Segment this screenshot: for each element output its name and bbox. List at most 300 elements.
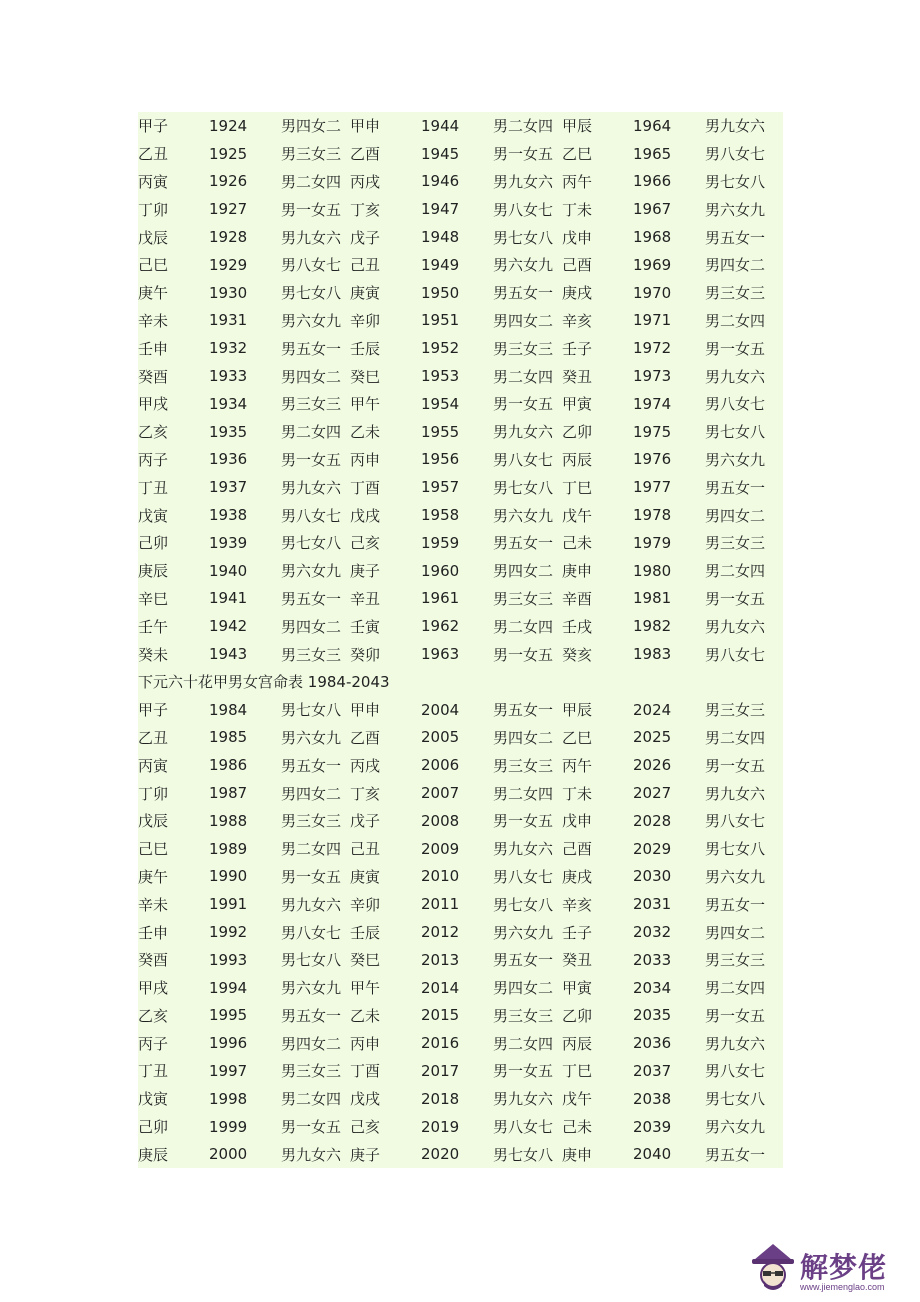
- table-cell: 男一女五: [705, 756, 766, 775]
- table-cell: 男七女八: [281, 284, 342, 303]
- table-cell: 1979: [633, 533, 672, 552]
- table-cell: 壬午: [138, 617, 169, 636]
- table-cell: 男八女七: [281, 256, 342, 275]
- table-cell: 辛亥: [562, 895, 593, 914]
- table-cell: 男六女九: [705, 450, 766, 469]
- table-cell: 1990: [209, 867, 248, 886]
- table-cell: 男一女五: [281, 450, 342, 469]
- table-cell: 1998: [209, 1089, 248, 1108]
- table-cell: 2019: [421, 1117, 460, 1136]
- table-row: [138, 779, 783, 807]
- table-cell: 甲申: [350, 701, 381, 720]
- table-row: [138, 1113, 783, 1141]
- table-cell: 男二女四: [281, 172, 342, 191]
- table-cell: 男四女二: [705, 923, 766, 942]
- table-cell: 乙亥: [138, 423, 169, 442]
- table-cell: 己酉: [562, 840, 593, 859]
- table-cell: 甲戌: [138, 979, 169, 998]
- table-cell: 男一女五: [705, 589, 766, 608]
- table-cell: 2014: [421, 978, 460, 997]
- table-cell: 1938: [209, 506, 248, 525]
- table-cell: 戊申: [562, 812, 593, 831]
- table-cell: 丙申: [350, 1034, 381, 1053]
- table-row: [138, 334, 783, 362]
- table-cell: 辛巳: [138, 589, 169, 608]
- table-cell: 丙寅: [138, 172, 169, 191]
- table-cell: 癸巳: [350, 951, 381, 970]
- table-row: [138, 751, 783, 779]
- table-cell: 2020: [421, 1145, 460, 1164]
- table-cell: 戊寅: [138, 506, 169, 525]
- table-cell: 男六女九: [493, 256, 554, 275]
- table-cell: 乙丑: [138, 145, 169, 164]
- table-cell: 1931: [209, 311, 248, 330]
- table-cell: 癸酉: [138, 951, 169, 970]
- table-cell: 1928: [209, 228, 248, 247]
- table-cell: 壬申: [138, 923, 169, 942]
- table-cell: 2007: [421, 784, 460, 803]
- table-cell: 丁巳: [562, 478, 593, 497]
- table-cell: 男八女七: [493, 200, 554, 219]
- table-cell: 2017: [421, 1061, 460, 1080]
- table-cell: 辛卯: [350, 895, 381, 914]
- table-row: [138, 890, 783, 918]
- table-cell: 1965: [633, 144, 672, 163]
- table-cell: 2018: [421, 1089, 460, 1108]
- table-cell: 2025: [633, 728, 672, 747]
- table-row: [138, 807, 783, 835]
- table-cell: 辛未: [138, 895, 169, 914]
- table-cell: 丁亥: [350, 200, 381, 219]
- table-cell: 庚子: [350, 562, 381, 581]
- table-cell: 己卯: [138, 1118, 169, 1137]
- table-cell: 戊辰: [138, 228, 169, 247]
- table-cell: 男七女八: [281, 951, 342, 970]
- table-cell: 男一女五: [281, 200, 342, 219]
- table-cell: 男七女八: [705, 172, 766, 191]
- table-cell: 男九女六: [493, 1090, 554, 1109]
- table-cell: 1999: [209, 1117, 248, 1136]
- table-cell: 男五女一: [705, 228, 766, 247]
- table-cell: 男四女二: [281, 367, 342, 386]
- table-cell: 男七女八: [281, 534, 342, 553]
- table-cell: 乙酉: [350, 145, 381, 164]
- table-cell: 己巳: [138, 840, 169, 859]
- table-cell: 1964: [633, 116, 672, 135]
- table-cell: 男三女三: [281, 395, 342, 414]
- table-cell: 男二女四: [493, 617, 554, 636]
- table-cell: 2026: [633, 756, 672, 775]
- table-cell: 男六女九: [493, 506, 554, 525]
- table-cell: 2038: [633, 1089, 672, 1108]
- table-cell: 1992: [209, 923, 248, 941]
- table-cell: 2030: [633, 867, 672, 886]
- table-cell: 1954: [421, 394, 460, 413]
- table-row: [138, 168, 783, 196]
- table-cell: 甲午: [350, 979, 381, 998]
- table-cell: 男九女六: [493, 423, 554, 442]
- table-cell: 1936: [209, 450, 248, 469]
- site-watermark: [750, 1242, 900, 1298]
- table-cell: 2039: [633, 1117, 672, 1136]
- table-cell: 2035: [633, 1006, 672, 1025]
- table-cell: 丁未: [562, 200, 593, 219]
- table-cell: 1959: [421, 533, 460, 552]
- table-cell: 男四女二: [281, 1034, 342, 1053]
- table-cell: 男六女九: [493, 923, 554, 942]
- table-cell: 庚申: [562, 562, 593, 581]
- table-cell: 乙亥: [138, 1006, 169, 1025]
- table-cell: 1950: [421, 283, 460, 302]
- table-cell: 戊午: [562, 1090, 593, 1109]
- table-cell: 男六女九: [705, 1118, 766, 1137]
- table-cell: 男七女八: [493, 478, 554, 497]
- table-cell: 甲午: [350, 395, 381, 414]
- table-cell: 男八女七: [705, 145, 766, 164]
- table-cell: 男二女四: [281, 1090, 342, 1109]
- table-cell: 丁丑: [138, 478, 169, 497]
- table-cell: 辛丑: [350, 589, 381, 608]
- table-row: [138, 1002, 783, 1030]
- table-cell: 1996: [209, 1034, 248, 1053]
- table-cell: 壬申: [138, 339, 169, 358]
- table-row: [138, 390, 783, 418]
- table-cell: 男一女五: [493, 1062, 554, 1081]
- table-cell: 男八女七: [705, 1062, 766, 1081]
- table-cell: 2008: [421, 811, 460, 830]
- table-cell: 男七女八: [493, 228, 554, 247]
- table-cell: 1941: [209, 589, 248, 608]
- table-cell: 丁酉: [350, 1062, 381, 1081]
- table-cell: 1943: [209, 645, 248, 664]
- table-cell: 辛卯: [350, 311, 381, 330]
- table-cell: 庚寅: [350, 867, 381, 886]
- table-cell: 戊辰: [138, 812, 169, 831]
- table-cell: 1966: [633, 172, 672, 191]
- table-cell: 1973: [633, 367, 672, 386]
- table-cell: 男二女四: [705, 979, 766, 998]
- table-cell: 男三女三: [705, 534, 766, 553]
- table-cell: 丙辰: [562, 450, 593, 469]
- table-cell: 己卯: [138, 534, 169, 553]
- table-cell: 1993: [209, 950, 248, 969]
- table-cell: 男四女二: [705, 256, 766, 275]
- table-cell: 丙午: [562, 172, 593, 191]
- table-cell: 男六女九: [281, 728, 342, 747]
- table-row: [138, 724, 783, 752]
- table-cell: 甲寅: [562, 979, 593, 998]
- table-cell: 男二女四: [493, 367, 554, 386]
- table-cell: 戊戌: [350, 506, 381, 525]
- table-cell: 男五女一: [493, 701, 554, 720]
- table-cell: 男九女六: [705, 784, 766, 803]
- table-cell: 1958: [421, 506, 460, 525]
- table-section-2: [138, 696, 783, 1169]
- table-cell: 男二女四: [493, 117, 554, 136]
- table-cell: 男九女六: [281, 228, 342, 247]
- watermark-name: 解梦佬: [800, 1251, 888, 1284]
- table-cell: 男八女七: [281, 506, 342, 525]
- table-cell: 男五女一: [281, 756, 342, 775]
- table-cell: 2036: [633, 1034, 672, 1053]
- table-cell: 癸丑: [562, 951, 593, 970]
- table-cell: 1981: [633, 589, 672, 608]
- table-cell: 男三女三: [493, 1006, 554, 1025]
- table-cell: 男九女六: [281, 1145, 342, 1164]
- table-cell: 男六女九: [281, 311, 342, 330]
- table-cell: 男五女一: [281, 589, 342, 608]
- table-cell: 1989: [209, 839, 248, 858]
- table-cell: 1947: [421, 200, 460, 219]
- table-cell: 男一女五: [493, 812, 554, 831]
- table-cell: 1927: [209, 200, 248, 219]
- table-cell: 甲子: [138, 701, 169, 720]
- table-cell: 丙寅: [138, 756, 169, 775]
- table-row: [138, 446, 783, 474]
- table-cell: 1967: [633, 200, 672, 219]
- table-cell: 2009: [421, 839, 460, 858]
- table-row: [138, 557, 783, 585]
- table-cell: 男一女五: [493, 145, 554, 164]
- table-cell: 1994: [209, 978, 248, 997]
- table-row: [138, 501, 783, 529]
- table-cell: 2005: [421, 728, 460, 747]
- table-cell: 男三女三: [705, 951, 766, 970]
- table-cell: 1983: [633, 645, 672, 664]
- table-cell: 乙卯: [562, 1006, 593, 1025]
- table-cell: 男三女三: [281, 812, 342, 831]
- table-cell: 辛酉: [562, 589, 593, 608]
- table-cell: 1960: [421, 561, 460, 580]
- table-cell: 男三女三: [493, 756, 554, 775]
- fortune-teller-hat-icon: [750, 1242, 796, 1294]
- table-cell: 甲子: [138, 117, 169, 136]
- table-cell: 1982: [633, 617, 672, 636]
- table-cell: 己酉: [562, 256, 593, 275]
- table-cell: 丙申: [350, 450, 381, 469]
- table-cell: 1933: [209, 367, 248, 386]
- table-cell: 1932: [209, 339, 248, 358]
- table-cell: 男七女八: [493, 1145, 554, 1164]
- table-cell: 1986: [209, 756, 248, 775]
- table-cell: 男三女三: [493, 589, 554, 608]
- table-cell: 男六女九: [281, 562, 342, 581]
- section-heading: 下元六十花甲男女宫命表 1984-2043: [138, 673, 390, 692]
- table-cell: 男八女七: [493, 450, 554, 469]
- table-cell: 男二女四: [281, 423, 342, 442]
- table-cell: 1929: [209, 255, 248, 274]
- table-cell: 男九女六: [281, 895, 342, 914]
- table-cell: 男一女五: [493, 645, 554, 664]
- table-cell: 1976: [633, 450, 672, 469]
- table-cell: 2031: [633, 895, 672, 914]
- table-cell: 男二女四: [705, 562, 766, 581]
- table-row: [138, 946, 783, 974]
- table-cell: 丙辰: [562, 1034, 593, 1053]
- table-cell: 1980: [633, 561, 672, 580]
- table-cell: 1946: [421, 172, 460, 191]
- table-cell: 丁未: [562, 784, 593, 803]
- table-cell: 戊子: [350, 812, 381, 831]
- table-cell: 1971: [633, 311, 672, 330]
- table-cell: 男七女八: [705, 1090, 766, 1109]
- table-cell: 2012: [421, 923, 460, 941]
- table-cell: 1970: [633, 283, 672, 302]
- table-cell: 男四女二: [493, 562, 554, 581]
- table-cell: 癸亥: [562, 645, 593, 664]
- table-cell: 男四女二: [281, 617, 342, 636]
- table-cell: 1991: [209, 895, 248, 914]
- table-row: [138, 473, 783, 501]
- table-cell: 庚辰: [138, 562, 169, 581]
- table-cell: 男二女四: [281, 840, 342, 859]
- table-cell: 男四女二: [493, 728, 554, 747]
- table-cell: 2004: [421, 700, 460, 719]
- table-cell: 壬子: [562, 339, 593, 358]
- table-cell: 男一女五: [281, 1118, 342, 1137]
- table-cell: 男六女九: [705, 200, 766, 219]
- table-row: [138, 612, 783, 640]
- table-cell: 男七女八: [281, 701, 342, 720]
- table-cell: 男一女五: [705, 1006, 766, 1025]
- table-cell: 甲申: [350, 117, 381, 136]
- table-row: [138, 1029, 783, 1057]
- table-cell: 1935: [209, 422, 248, 441]
- table-cell: 丁酉: [350, 478, 381, 497]
- table-cell: 癸丑: [562, 367, 593, 386]
- table-row: [138, 696, 783, 724]
- table-cell: 男三女三: [705, 701, 766, 720]
- table-cell: 男六女九: [705, 867, 766, 886]
- table-cell: 男九女六: [705, 617, 766, 636]
- table-cell: 男三女三: [281, 145, 342, 164]
- table-cell: 丁巳: [562, 1062, 593, 1081]
- table-cell: 男七女八: [705, 423, 766, 442]
- table-cell: 2015: [421, 1006, 460, 1025]
- table-cell: 男五女一: [493, 284, 554, 303]
- table-cell: 1974: [633, 394, 672, 413]
- table-cell: 男四女二: [281, 784, 342, 803]
- table-cell: 戊子: [350, 228, 381, 247]
- table-cell: 1934: [209, 394, 248, 413]
- table-cell: 甲辰: [562, 701, 593, 720]
- table-cell: 庚辰: [138, 1145, 169, 1164]
- table-cell: 2011: [421, 895, 460, 914]
- table-cell: 男四女二: [281, 117, 342, 136]
- table-cell: 丙戌: [350, 172, 381, 191]
- table-cell: 男四女二: [493, 979, 554, 998]
- table-cell: 癸未: [138, 645, 169, 664]
- table-cell: 壬辰: [350, 923, 381, 942]
- table-cell: 男五女一: [705, 1145, 766, 1164]
- table-cell: 1940: [209, 561, 248, 580]
- table-cell: 庚午: [138, 284, 169, 303]
- fortune-table: [138, 112, 783, 1168]
- table-cell: 男九女六: [493, 840, 554, 859]
- table-cell: 男七女八: [705, 840, 766, 859]
- table-cell: 男二女四: [493, 784, 554, 803]
- table-cell: 己未: [562, 1118, 593, 1137]
- table-cell: 庚申: [562, 1145, 593, 1164]
- table-cell: 壬戌: [562, 617, 593, 636]
- table-cell: 男九女六: [705, 1034, 766, 1053]
- table-cell: 甲辰: [562, 117, 593, 136]
- table-cell: 乙卯: [562, 423, 593, 442]
- table-cell: 男八女七: [705, 645, 766, 664]
- table-cell: 2024: [633, 700, 672, 719]
- table-cell: 2027: [633, 784, 672, 803]
- table-cell: 1962: [421, 617, 460, 636]
- table-cell: 男二女四: [493, 1034, 554, 1053]
- table-cell: 癸卯: [350, 645, 381, 664]
- table-cell: 1985: [209, 728, 248, 747]
- table-cell: 甲寅: [562, 395, 593, 414]
- table-cell: 1977: [633, 478, 672, 497]
- section-heading-row: [138, 668, 783, 696]
- table-cell: 2010: [421, 867, 460, 886]
- table-row: [138, 835, 783, 863]
- table-cell: 男三女三: [705, 284, 766, 303]
- table-cell: 1951: [421, 311, 460, 330]
- table-row: [138, 223, 783, 251]
- table-cell: 1997: [209, 1061, 248, 1080]
- table-cell: 男五女一: [493, 534, 554, 553]
- table-cell: 丁卯: [138, 200, 169, 219]
- table-cell: 1975: [633, 422, 672, 441]
- table-cell: 壬寅: [350, 617, 381, 636]
- table-cell: 1948: [421, 228, 460, 247]
- table-cell: 1924: [209, 116, 248, 135]
- table-cell: 男一女五: [493, 395, 554, 414]
- table-cell: 男五女一: [281, 1006, 342, 1025]
- table-row: [138, 974, 783, 1002]
- table-row: [138, 418, 783, 446]
- table-cell: 男八女七: [281, 923, 342, 942]
- table-row: [138, 140, 783, 168]
- table-cell: 1944: [421, 116, 460, 135]
- table-cell: 丙子: [138, 1034, 169, 1053]
- table-cell: 男二女四: [705, 728, 766, 747]
- table-cell: 1963: [421, 645, 460, 664]
- table-cell: 辛未: [138, 311, 169, 330]
- table-cell: 1925: [209, 144, 248, 163]
- table-cell: 乙酉: [350, 728, 381, 747]
- watermark-url: www.jiemenglao.com: [800, 1282, 885, 1292]
- table-cell: 男三女三: [493, 339, 554, 358]
- table-cell: 乙丑: [138, 728, 169, 747]
- table-row: [138, 863, 783, 891]
- table-cell: 1978: [633, 506, 672, 525]
- table-cell: 1961: [421, 589, 460, 608]
- table-cell: 男五女一: [705, 478, 766, 497]
- table-cell: 丁卯: [138, 784, 169, 803]
- table-cell: 1988: [209, 811, 248, 830]
- table-cell: 己亥: [350, 1118, 381, 1137]
- table-cell: 2000: [209, 1145, 248, 1164]
- table-cell: 男三女三: [281, 645, 342, 664]
- table-cell: 1930: [209, 283, 248, 302]
- table-cell: 己巳: [138, 256, 169, 275]
- table-cell: 戊寅: [138, 1090, 169, 1109]
- table-cell: 丁丑: [138, 1062, 169, 1081]
- table-cell: 戊申: [562, 228, 593, 247]
- table-row: [138, 1140, 783, 1168]
- table-cell: 男九女六: [705, 117, 766, 136]
- table-cell: 男七女八: [493, 895, 554, 914]
- table-cell: 男八女七: [705, 395, 766, 414]
- table-cell: 男一女五: [281, 867, 342, 886]
- table-cell: 庚戌: [562, 284, 593, 303]
